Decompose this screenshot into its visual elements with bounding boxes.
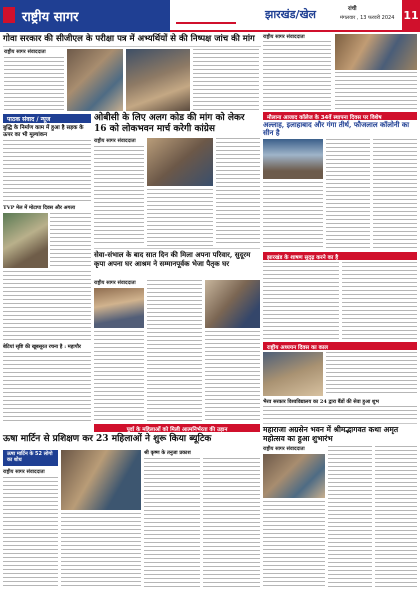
article-text <box>147 280 202 421</box>
dateline-date: मंगलवार , 13 फरवरी 2024 <box>340 15 395 21</box>
section-band: झारखंड के शाषण सुदृढ़ करने का है <box>263 252 417 260</box>
article-text <box>61 513 141 589</box>
article-text <box>335 72 417 111</box>
section-header <box>170 0 402 32</box>
section-title: झारखंड/खेल <box>265 8 317 21</box>
article-text <box>94 146 144 246</box>
article-text <box>375 446 417 589</box>
subheadline: बेटियां सृष्टि की खूबसूरत रचना है : महापौर <box>3 344 81 350</box>
section-band: ऊषा मार्टिन के 52 लोगो का शोध <box>3 450 58 466</box>
article-text <box>263 406 417 421</box>
article-text <box>326 352 417 396</box>
divider <box>3 46 261 47</box>
article-text <box>373 139 417 249</box>
byline: राष्ट्रीय सागर संवाददाता <box>94 280 136 286</box>
news-photo <box>263 454 325 498</box>
section-band: पाठक संवाद / न्यूज <box>3 114 91 123</box>
byline: राष्ट्रीय सागर संवाददाता <box>263 446 305 452</box>
subheadline: बुद्धि के निर्माण काम में हुआ है सड़क के ऊपर का भी मूल्यांकन <box>3 125 84 138</box>
article-text <box>326 139 370 249</box>
article-text <box>263 262 339 340</box>
byline: राष्ट्रीय सागर संवाददाता <box>4 49 46 55</box>
news-photo <box>263 139 323 179</box>
news-photo <box>126 49 190 111</box>
news-photo <box>263 352 323 396</box>
kicker: मौलाना आजाद कॉलेज के 34वें स्थापना दिवस पर विशेष <box>263 112 417 120</box>
headline-seva: सेवा-संभाल के बाद सात दिन की मिला अपना परिवार, सुदूरम कृपा अपना घर आश्रम ने सम्मानपूर्वक भेजा पैतृक घर <box>94 250 251 268</box>
article-text <box>263 182 323 249</box>
headline-usha-martin: ऊषा मार्टिन से प्रशिक्षण कर 23 महिलाओं ने शुरू किया ब्यूटिक <box>3 434 212 444</box>
news-photo <box>67 49 123 111</box>
article-text <box>3 140 91 202</box>
divider <box>94 248 260 249</box>
brand-name: राष्ट्रीय सागर <box>22 10 79 25</box>
subheadline: भैरव सरकार विश्वविद्यालय का 24 द्वारा बैंडों की सेवा हुआ शुभ <box>263 399 379 405</box>
byline: राष्ट्रीय सागर संवाददाता <box>3 469 45 475</box>
article-text <box>193 49 259 111</box>
news-photo <box>205 280 260 328</box>
article-text <box>3 352 91 422</box>
section-band: राष्ट्रीय अध्ययन दिवस का काल <box>263 342 417 350</box>
article-text <box>216 138 260 246</box>
news-photo <box>94 288 144 328</box>
article-text <box>147 189 213 246</box>
headline-allahabad: अल्लाह, इलाहाबाद और गंगा तीर्थ, फौजलाल कॉलोनी का सीन है <box>263 120 410 137</box>
article-text <box>144 458 200 589</box>
article-text <box>4 57 64 111</box>
news-photo <box>147 138 213 186</box>
divider <box>263 423 417 424</box>
masthead <box>0 0 420 32</box>
article-text <box>94 331 144 421</box>
article-text <box>203 458 260 589</box>
byline: राष्ट्रीय सागर संवाददाता <box>263 34 305 40</box>
article-text <box>342 262 417 340</box>
article-text <box>263 41 331 111</box>
logo-mark-icon <box>3 7 15 23</box>
article-text <box>205 331 260 421</box>
subheadline: श्री कृष्ण के तनुजा प्रकाश <box>144 450 191 456</box>
headline-obc: ओबीसी के लिए अलग कोड की मांग को लेकर 16 को लोकभवन मार्च करेगी कांग्रेस <box>94 113 245 134</box>
dateline-city: रांची <box>348 6 357 12</box>
brand-block <box>0 0 170 32</box>
article-text <box>50 213 91 268</box>
article-text <box>328 446 372 589</box>
headline-cgl: गोवा सरकार की सीजीएल के परीक्षा पत्र में अभ्यर्थियों से की निष्पक्ष जांच की मांग <box>3 34 255 44</box>
article-text <box>263 501 325 589</box>
section-band: पूर्वा के महिलाओं को मिली आत्मनिर्भरता की उड़ान <box>94 424 260 432</box>
subheadline: TVP मेल में मोटापा दिवस और अगला <box>3 205 76 211</box>
news-photo <box>3 213 48 268</box>
news-photo <box>61 450 141 510</box>
header-rule <box>176 22 236 24</box>
article-text <box>3 477 58 589</box>
news-photo <box>335 34 417 70</box>
headline-agrasen: महाराजा अग्रसेन भवन में श्रीमद्भागवत कथा अमृत महोत्सव का हुआ शुभारंभ <box>263 425 399 443</box>
page-number: 11 <box>402 0 420 32</box>
byline: राष्ट्रीय सागर संवाददाता <box>94 138 136 144</box>
article-text <box>3 271 91 341</box>
